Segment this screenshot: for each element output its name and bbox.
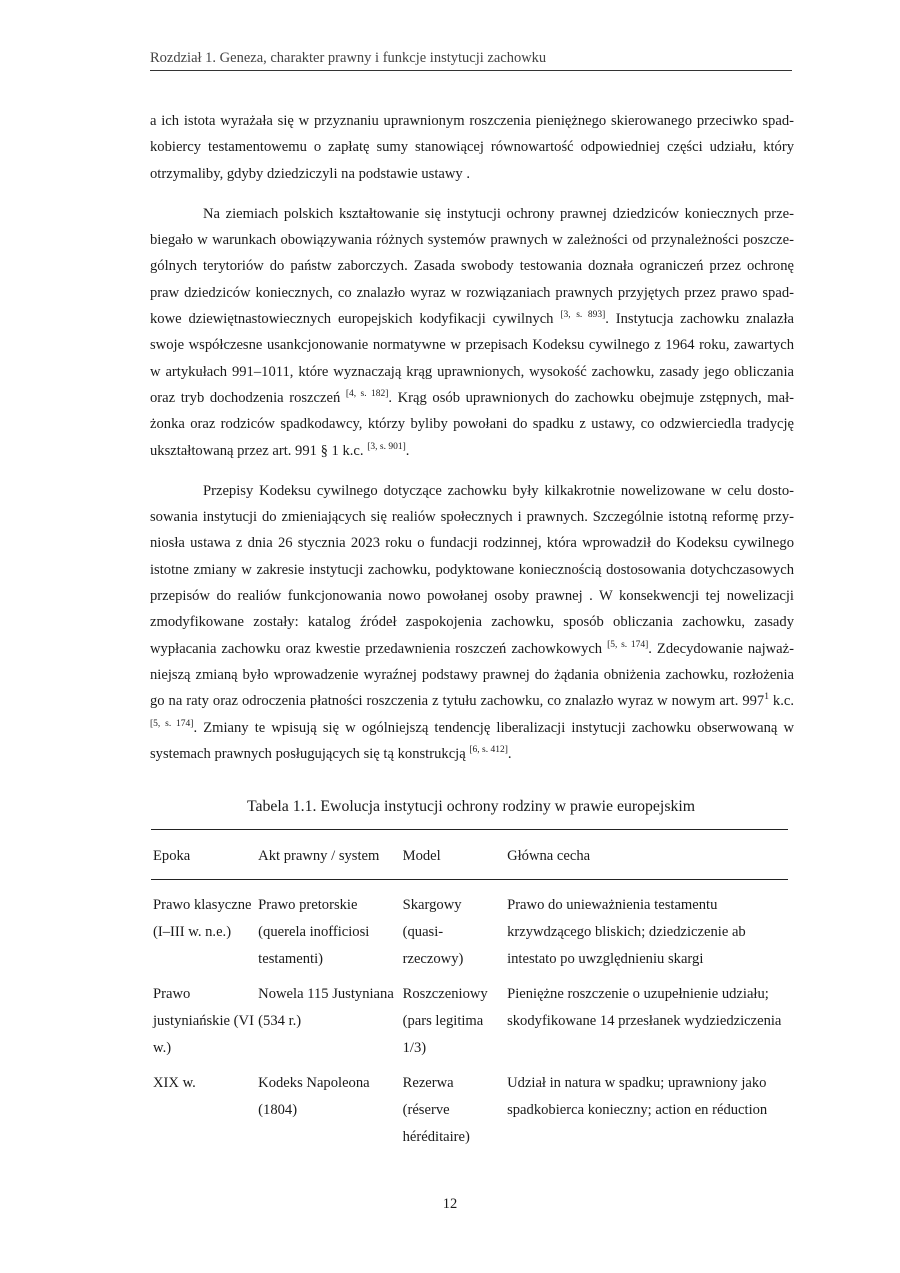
table-cell: XIX w. xyxy=(153,1075,196,1091)
running-header-title: Rozdział 1. Geneza, charakter prawny i funkcje instytucji zachowku xyxy=(150,50,547,66)
paragraph-1-text: a ich istota wyrażała się w przyznaniu uprawnionym roszczenia pieniężnego skierowanego przeciwko spadkobiercy testamentowemu o zapłatę sumy stanowiącej równowartość odpowiedniej części udziału, który otrzymaliby, gdyby dziedziczyli na podstawie ustawy . xyxy=(150,113,794,182)
paragraph-2 xyxy=(150,201,794,464)
paragraph-3-text-3: k.c. xyxy=(768,693,794,710)
article-superscript: 1 xyxy=(764,692,769,703)
running-header xyxy=(150,50,792,71)
main-text xyxy=(150,108,794,781)
column-header: Akt prawny / system xyxy=(256,830,400,880)
table-row xyxy=(151,1068,788,1157)
table-row xyxy=(151,880,788,980)
page-number: 12 xyxy=(442,1196,458,1212)
evolution-table xyxy=(151,829,788,1157)
paragraph-1 xyxy=(150,108,794,187)
citation-ref: [4, s. 182] xyxy=(345,388,389,399)
table-cell: Udział in natura w spadku; uprawniony jako spadkobierca konieczny; action en réduction xyxy=(507,1075,768,1118)
paragraph-3 xyxy=(150,478,794,767)
paragraph-3-text-5: . xyxy=(507,745,512,762)
citation-ref: [5, s. 174] xyxy=(607,639,649,650)
table-cell: Kodeks Napoleona (1804) xyxy=(258,1075,370,1118)
table-cell: Skargowy (quasi-rzeczowy) xyxy=(402,897,464,967)
citation-ref: [6, s. 412] xyxy=(469,744,508,755)
citation-ref: [5, s. 174] xyxy=(150,718,194,729)
table-header-row xyxy=(151,830,788,880)
table-row xyxy=(151,979,788,1068)
column-header: Epoka xyxy=(151,830,256,880)
table-cell: Prawo do unieważnienia testamentu krzywdzącego bliskich; dziedziczenie ab intestato po uwzględnieniu skargi xyxy=(507,897,746,967)
table-cell: Pieniężne roszczenie o uzupełnienie udziału; skodyfikowane 14 przesłanek wydziedziczenia xyxy=(507,986,782,1029)
table-cell: Prawo justyniańskie (VI w.) xyxy=(153,986,254,1056)
column-header: Model xyxy=(401,830,505,880)
paragraph-3-text-4: . Zmiany te wpisują się w ogólniejszą tendencję liberalizacji instytucji zachowku obserwowaną w systemach prawnych posługujących się tą konstrukcją xyxy=(150,719,794,762)
paragraph-2-text-3: . Krąg osób uprawnionych do zachowku obejmuje zstępnych, małżonka oraz rodziców spadkodawcy, którzy byliby powołani do spadku z ustawy, co odzwierciedla tradycję ukształtowaną przez art. 991 § 1 k.c. xyxy=(150,389,794,459)
paragraph-3-text-2: . Zdecydowanie najważniejszą zmianą było wprowadzenie wyraźnej podstawy prawnej do żądania obniżenia zachowku, rozłożenia go na raty oraz odroczenia płatności roszczenia z tytułu zachowku, co znalazło wyraz w nowym art. 997 xyxy=(150,640,795,710)
paragraph-2-text-2: . Instytucja zachowku znalazła swoje współczesne usankcjonowanie normatywne w przepisach Kodeksu cywilnego z 1964 roku, zawartych w artykułach 991–1011, które wyznaczają krąg uprawnionych, wysokość zachowku, zasady jego obliczania oraz tryb dochodzenia roszczeń xyxy=(150,311,794,406)
table-cell: Rezerwa (réserve héréditaire) xyxy=(402,1075,470,1145)
citation-ref: [3, s. 901] xyxy=(367,441,406,452)
column-header: Główna cecha xyxy=(505,830,788,880)
table-cell: Nowela 115 Justyniana (534 r.) xyxy=(258,986,394,1029)
citation-ref: [3, s. 893] xyxy=(560,310,606,321)
paragraph-2-text-1: Na ziemiach polskich kształtowanie się instytucji ochrony prawnej dziedziców koniecznych przebiegało w warunkach obowiązywania różnych systemów prawnych w zależności od przynależności poszczególnych terytoriów do państw zaborczych. Zasada swobody testowania doznała ograniczeń przez ochronę praw dziedziców koniecznych, co znalazło wyraz w rozwiązaniach prawnych przyjętych przez prawo spadkowe dziewiętnastowiecznych europejskich kodyfikacji cywilnych xyxy=(150,205,794,328)
table-cell: Roszczeniowy (pars legitima 1/3) xyxy=(402,986,488,1056)
table-cell: Prawo klasyczne (I–III w. n.e.) xyxy=(153,897,252,940)
paragraph-2-text-4: . xyxy=(405,442,410,459)
table-cell: Prawo pretorskie (querela inofficiosi testamenti) xyxy=(258,897,370,967)
table-caption: Tabela 1.1. Ewolucja instytucji ochrony rodziny w prawie europejskim xyxy=(246,798,696,815)
paragraph-3-text-1: Przepisy Kodeksu cywilnego dotyczące zachowku były kilkakrotnie nowelizowane w celu dostosowania instytucji do zmieniających się realiów społecznych i prawnych. Szczególnie istotną reformę przyniosła ustawa z dnia 26 stycznia 2023 roku o fundacji rodzinnej, która wprowadził do Kodeksu cywilnego istotne zmiany w zakresie instytucji zachowku, podyktowane koniecznością dostosowania dotychczasowych przepisów do realiów funkcjonowania nowo powołanej osoby prawnej . W konsekwencji tej nowelizacji zmodyfikowane zostały: katalog źródeł zaspokojenia zachowku, sposób obliczania zachowku, zasady wypłacania zachowku oraz kwestie przedawnienia roszczeń zachowkowych xyxy=(150,482,794,657)
